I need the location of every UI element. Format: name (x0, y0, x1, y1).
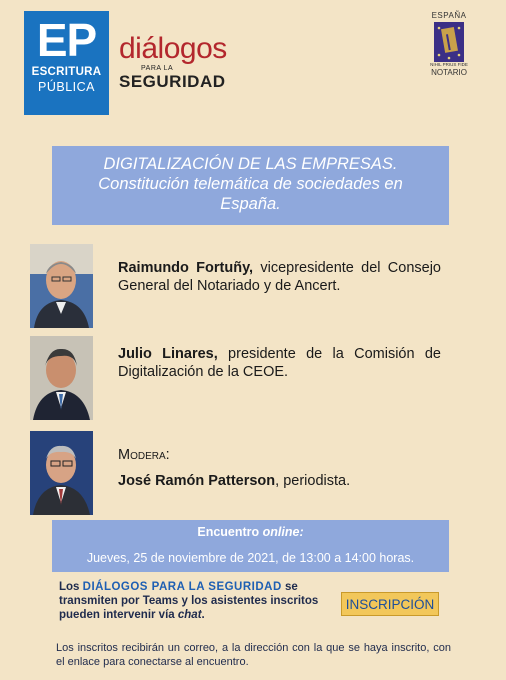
speaker-text-1 (118, 259, 441, 295)
title-line2: Constitución telemática de sociedades en España. (98, 175, 403, 213)
speaker-name-2: Julio Linares, (118, 346, 218, 362)
dialogos-logo-word1: diálogos (119, 32, 227, 65)
moderator-photo (30, 431, 93, 515)
speaker-photo-linares (30, 336, 93, 420)
notario-emblem-icon (434, 22, 464, 62)
register-button[interactable]: INSCRIPCIÓN (341, 592, 439, 616)
transmission-p2: se transmiten por Teams y los asistentes inscritos pueden intervenir vía (59, 581, 319, 621)
speaker-role-2: presidente de la Comisión de Digitalización de la CEOE. (118, 346, 441, 380)
speaker-portrait-icon (30, 336, 93, 420)
event-box (52, 520, 449, 572)
transmission-p1: Los (59, 581, 83, 593)
transmission-chat: chat (177, 609, 202, 621)
moderator-portrait-icon (30, 431, 93, 515)
dialogos-logo (119, 34, 249, 94)
event-heading-b: online: (262, 525, 304, 539)
ep-logo-text: EP (36, 14, 97, 66)
moderator-label: Modera: (118, 447, 170, 463)
event-heading (52, 524, 449, 540)
footer-note: Los inscritos recibirán un correo, a la dirección con la que se haya inscrito, con el enlace para conectarse al encuentro. (56, 642, 451, 668)
speaker-photo-fortuny (30, 244, 93, 328)
dialogos-logo-word3: SEGURIDAD (119, 72, 226, 91)
ep-logo-line1: ESCRITURA (31, 66, 102, 78)
speaker-role-1: vicepresidente del Consejo General del Notariado y de Ancert. (118, 260, 441, 294)
notario-logo (426, 11, 472, 97)
notario-logo-top: ESPAÑA (431, 11, 467, 20)
speaker-text-2 (118, 345, 441, 381)
speaker-name-1: Raimundo Fortuñy, (118, 260, 254, 276)
transmission-note (59, 580, 321, 622)
moderator-role: , periodista. (275, 473, 351, 489)
escritura-publica-logo (24, 11, 109, 115)
title-box (52, 146, 449, 225)
transmission-p3: . (201, 609, 205, 621)
event-date: Jueves, 25 de noviembre de 2021, de 13:00 a 14:00 horas. (86, 551, 415, 565)
notario-logo-motto: NIHIL PRIUS FIDE (430, 62, 468, 67)
ep-logo-line2: PÚBLICA (38, 80, 95, 94)
moderator-text (118, 472, 448, 490)
moderator-name: José Ramón Patterson (118, 473, 276, 489)
notario-logo-bottom: NOTARIO (431, 68, 467, 77)
speaker-portrait-icon (30, 244, 93, 328)
title-line1: DIGITALIZACIÓN DE LAS EMPRESAS. (103, 155, 398, 173)
event-heading-a: Encuentro (197, 525, 263, 539)
dialogos-logo-word2: PARA LA (141, 65, 174, 72)
transmission-highlight: DIÁLOGOS PARA LA SEGURIDAD (82, 581, 282, 593)
